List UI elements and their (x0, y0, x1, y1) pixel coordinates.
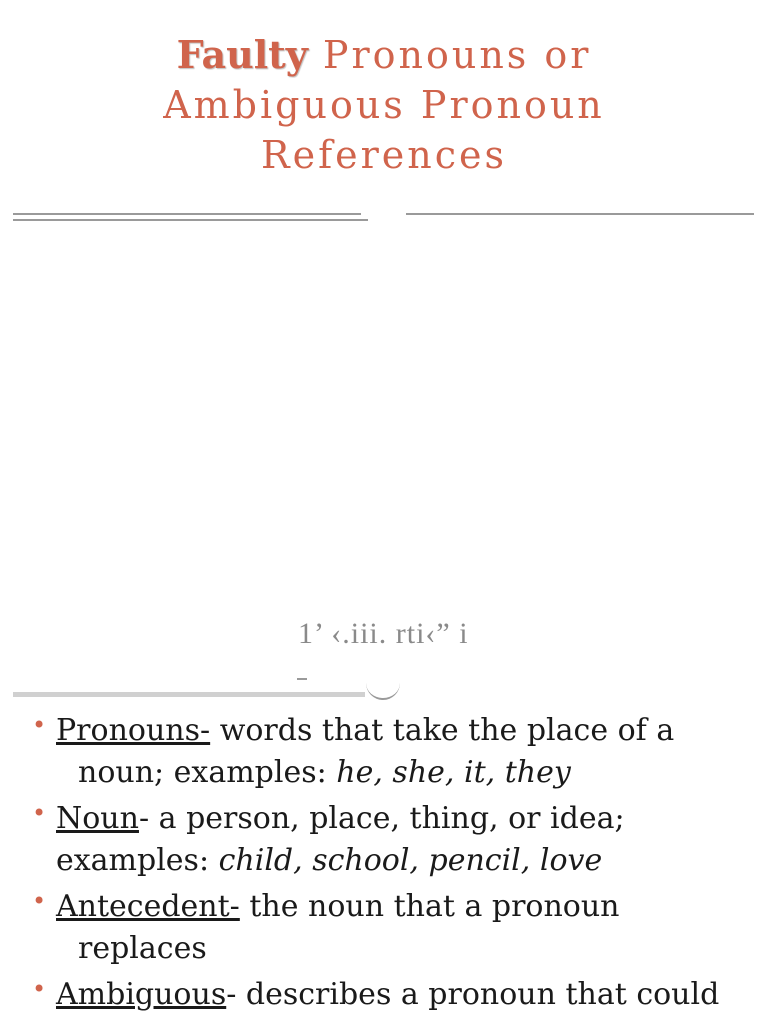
bullet-item (30, 710, 750, 794)
definition-cont: replaces (78, 931, 207, 966)
bullet-list (30, 710, 750, 1020)
garbled-text: 1’ ‹.iii. rti‹” i (298, 617, 469, 650)
bullet-line (56, 752, 750, 794)
term: Noun (56, 801, 139, 836)
definition: the noun that a pronoun (239, 889, 620, 924)
divider-right (406, 213, 754, 215)
definition: - a person, place, thing, or idea; (138, 801, 625, 836)
title-line-1 (0, 30, 768, 80)
bullet-line (56, 928, 750, 970)
bullet-line (56, 974, 750, 1016)
term: Antecedent- (56, 889, 240, 924)
definition: - describes a pronoun that could (226, 977, 720, 1012)
bullet-dot-icon: • (32, 887, 47, 915)
bullet-dot-icon: • (32, 711, 47, 739)
examples: child, school, pencil, love (218, 843, 603, 878)
divider-left-top (13, 213, 361, 215)
divider-left-bottom (13, 219, 368, 221)
arc-ornament (366, 676, 400, 700)
title-line-1-rest: Pronouns or (307, 33, 592, 77)
slide-title (0, 30, 768, 180)
examples: he, she, it, they (336, 755, 571, 790)
title-bold-word: Faulty (176, 32, 308, 77)
bullet-line (56, 710, 750, 752)
bullet-line (56, 798, 750, 840)
divider-lower (13, 692, 365, 697)
title-line-2: Ambiguous Pronoun (163, 83, 605, 127)
bullet-item (30, 886, 750, 970)
bullet-line (56, 840, 750, 882)
title-line-3: References (260, 133, 508, 177)
small-dash (297, 678, 307, 680)
term: Ambiguous (56, 977, 227, 1012)
definition-cont: examples: (56, 843, 219, 878)
definition-cont: noun; examples: (78, 755, 337, 790)
bullet-item (30, 798, 750, 882)
definition: words that take the place of a (210, 713, 675, 748)
term: Pronouns- (56, 713, 211, 748)
bullet-dot-icon: • (32, 975, 47, 1003)
bullet-line (56, 886, 750, 928)
bullet-dot-icon: • (32, 799, 47, 827)
bullet-item (30, 974, 750, 1016)
